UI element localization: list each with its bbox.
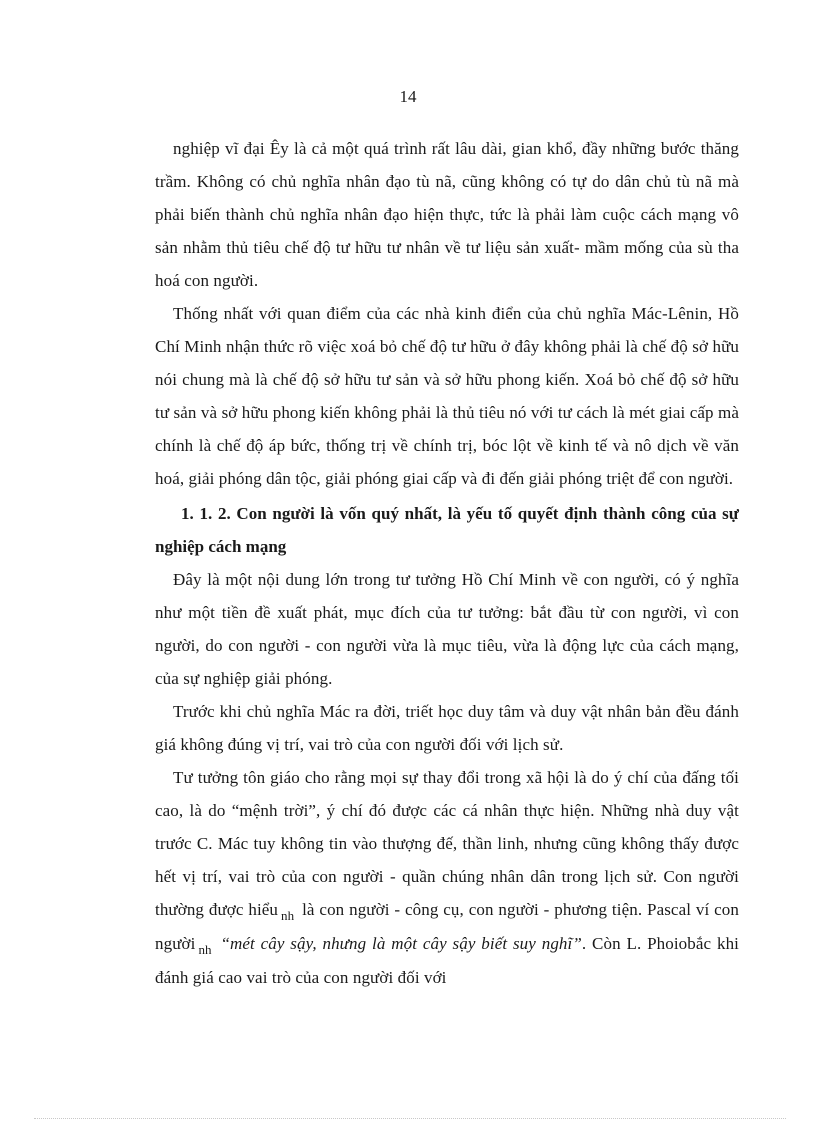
paragraph-1: nghiệp vĩ đại Êy là cả một quá trình rất lâu dài, gian khổ, đầy những bước thăng trầm. Không có chủ nghĩa nhân đạo tù nã, cũng không có tự do dân chủ tù nã mà phải biến thành chủ nghĩa nhân đạo hiện thực, tức là phải làm cuộc cách mạng vô sản nhằm thủ tiêu chế độ tư hữu tư nhân về tư liệu sản xuất- mầm mống của sù tha hoá con người.	[155, 139, 739, 290]
page-body	[155, 132, 739, 994]
paragraph-5-part-a: Tư tưởng tôn giáo cho rằng mọi sự thay đổi trong xã hội là do ý chí của đấng tối cao, là do “mệnh trời”, ý chí đó được các cá nhân thực hiện. Những nhà duy vật trước C. Mác tuy không tin vào thượng đế, thần linh, nhưng cũng không thấy được hết vị trí, vai trò của con người - quần chúng nhân dân trong lịch sử. Con người thường được hiểu	[155, 768, 739, 919]
paragraph-5	[155, 761, 739, 994]
subscript-fragment: nh	[198, 942, 212, 957]
subscript-fragment: nh	[281, 908, 295, 923]
paragraph-3: Đây là một nội dung lớn trong tư tưởng Hồ Chí Minh về con người, có ý nghĩa như một tiền đề xuất phát, mục đích của tư tưởng: bắt đầu từ con người, vì con người, do con người - con người vừa là mục tiêu, vừa là động lực của cách mạng, của sự nghiệp giải phóng.	[155, 570, 739, 688]
page-number: 14	[399, 87, 417, 106]
paragraph-2: Thống nhất với quan điểm của các nhà kinh điển của chủ nghĩa Mác-Lênin, Hồ Chí Minh nhận thức rõ việc xoá bỏ chế độ tư hữu ở đây không phải là chế độ sở hữu nói chung mà là chế độ sở hữu tư sản và sở hữu phong kiến. Xoá bỏ chế độ sở hữu tư sản và sở hữu phong kiến không phải là thủ tiêu nó với tư cách là mét giai cấp mà chính là chế độ áp bức, thống trị về chính trị, bóc lột về kinh tế và nô dịch về văn hoá, giải phóng dân tộc, giải phóng giai cấp và đi đến giải phóng triệt để con người.	[155, 304, 739, 488]
italic-quote: “mét cây sậy, nhưng là một cây sậy biết suy nghĩ”	[220, 934, 582, 953]
paragraph-4: Trước khi chủ nghĩa Mác ra đời, triết học duy tâm và duy vật nhân bản đều đánh giá không đúng vị trí, vai trò của con người đối với lịch sử.	[155, 702, 739, 754]
page-bottom-divider	[34, 1118, 786, 1119]
paragraph-5-part-b: là con người - công cụ, con người - phương tiện. Pascal ví con người	[155, 900, 740, 953]
paragraph-5-part-d: . Còn L. Phoiobắc khi đánh giá cao vai trò của con người đối với	[155, 934, 739, 987]
section-heading: 1. 1. 2. Con người là vốn quý nhất, là yếu tố quyết định thành công của sự nghiệp cách mạng	[155, 504, 739, 556]
